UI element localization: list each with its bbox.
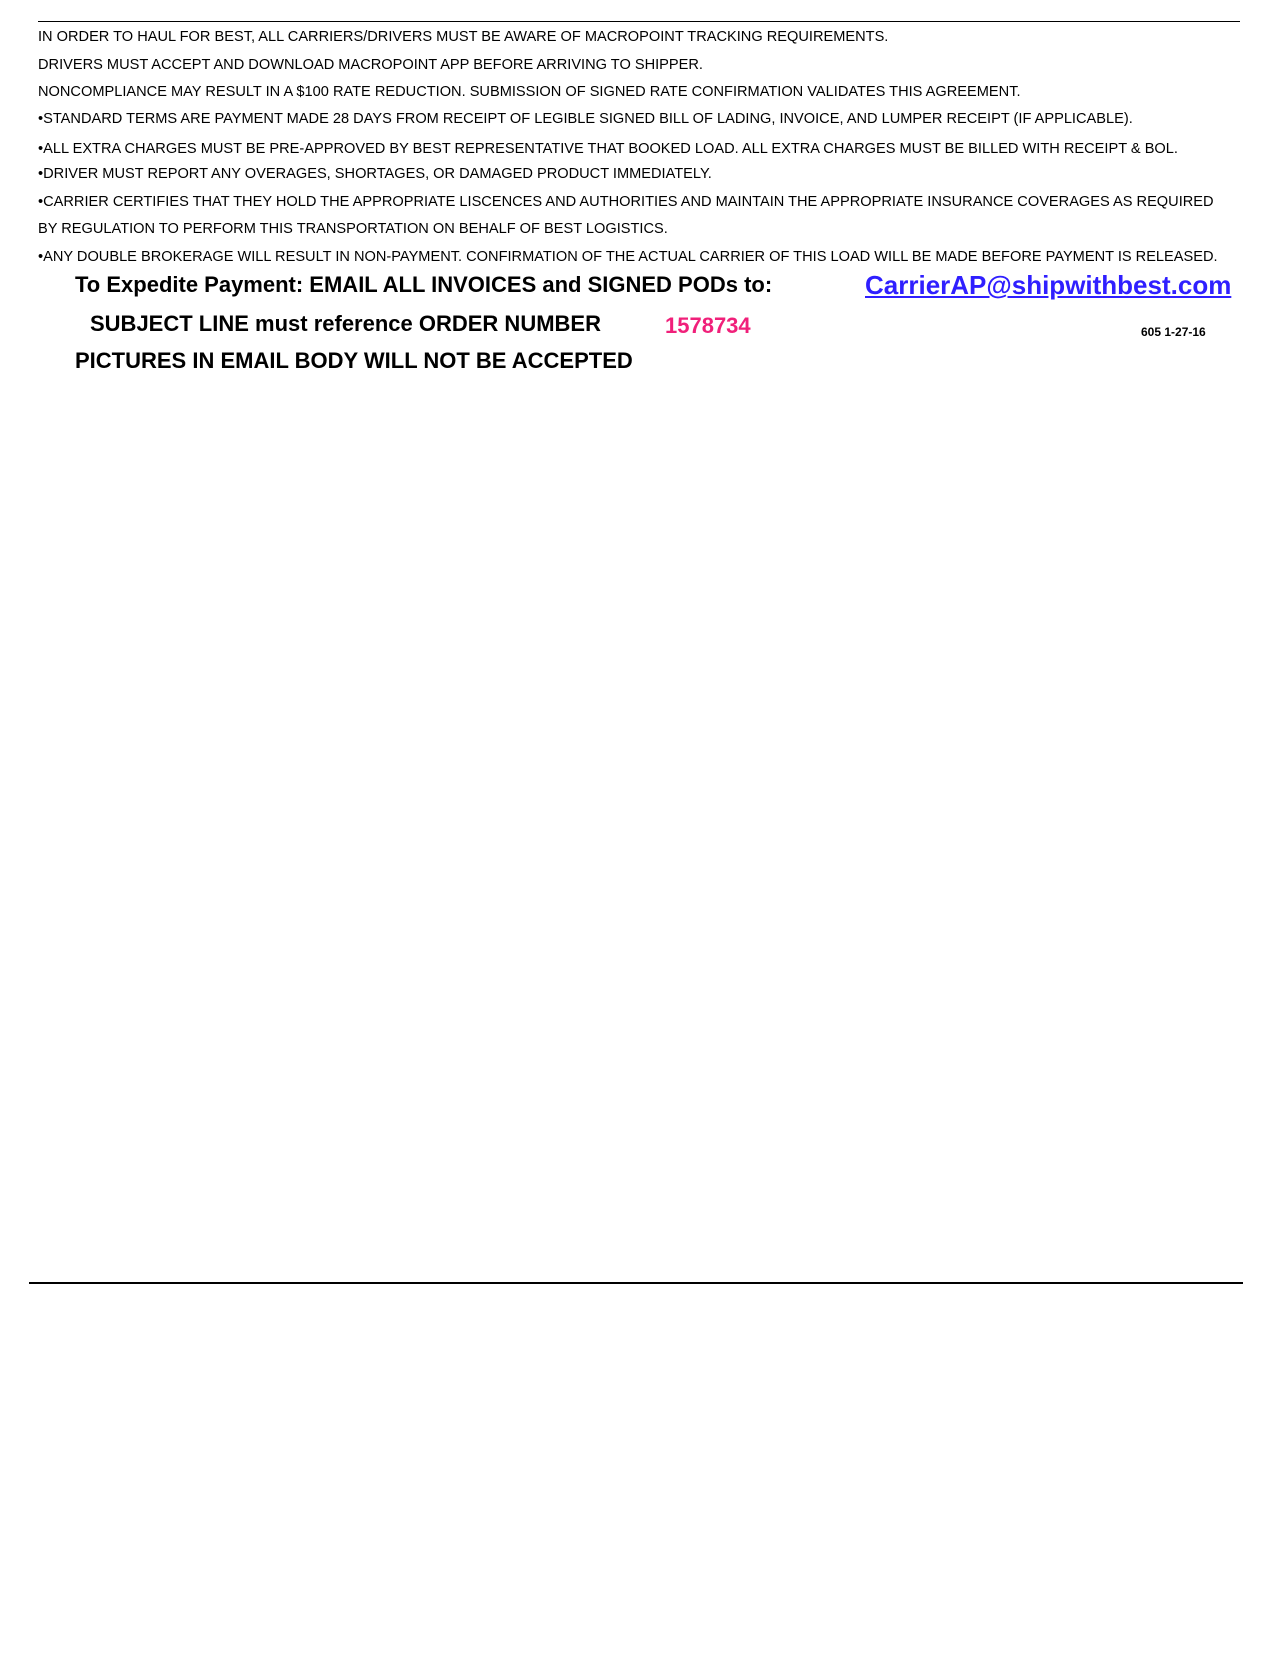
term-line-2: DRIVERS MUST ACCEPT AND DOWNLOAD MACROPOINT APP BEFORE ARRIVING TO SHIPPER. xyxy=(38,57,703,73)
top-rule xyxy=(38,21,1240,22)
subject-line-instruction: SUBJECT LINE must reference ORDER NUMBER xyxy=(90,311,601,336)
term-line-1: IN ORDER TO HAUL FOR BEST, ALL CARRIERS/DRIVERS MUST BE AWARE OF MACROPOINT TRACKING REQUIREMENTS. xyxy=(38,29,889,45)
carrier-ap-email-link[interactable]: CarrierAP@shipwithbest.com xyxy=(865,270,1232,300)
expedite-payment-heading: To Expedite Payment: EMAIL ALL INVOICES and SIGNED PODs to: xyxy=(75,272,773,297)
form-version: 605 1-27-16 xyxy=(1141,325,1206,339)
term-line-9: •ANY DOUBLE BROKERAGE WILL RESULT IN NON-PAYMENT. CONFIRMATION OF THE ACTUAL CARRIER OF THIS LOAD WILL BE MADE BEFORE PAYMENT IS RELEASED. xyxy=(38,249,1218,265)
bottom-rule xyxy=(29,1282,1243,1284)
term-line-4: •STANDARD TERMS ARE PAYMENT MADE 28 DAYS FROM RECEIPT OF LEGIBLE SIGNED BILL OF LADING, INVOICE, AND LUMPER RECEIPT (IF APPLICABLE). xyxy=(38,111,1133,127)
term-line-5: •ALL EXTRA CHARGES MUST BE PRE-APPROVED BY BEST REPRESENTATIVE THAT BOOKED LOAD. ALL EXTRA CHARGES MUST BE BILLED WITH RECEIPT & BOL. xyxy=(38,141,1178,157)
term-line-7: •CARRIER CERTIFIES THAT THEY HOLD THE APPROPRIATE LISCENCES AND AUTHORITIES AND MAINTAIN THE APPROPRIATE INSURANCE COVERAGES AS REQUIRED xyxy=(38,194,1214,210)
order-number: 1578734 xyxy=(665,313,751,338)
term-line-6: •DRIVER MUST REPORT ANY OVERAGES, SHORTAGES, OR DAMAGED PRODUCT IMMEDIATELY. xyxy=(38,166,712,182)
term-line-3: NONCOMPLIANCE MAY RESULT IN A $100 RATE REDUCTION. SUBMISSION OF SIGNED RATE CONFIRMATION VALIDATES THIS AGREEMENT. xyxy=(38,84,1021,100)
pictures-warning: PICTURES IN EMAIL BODY WILL NOT BE ACCEPTED xyxy=(75,348,633,373)
term-line-8: BY REGULATION TO PERFORM THIS TRANSPORTATION ON BEHALF OF BEST LOGISTICS. xyxy=(38,221,668,237)
